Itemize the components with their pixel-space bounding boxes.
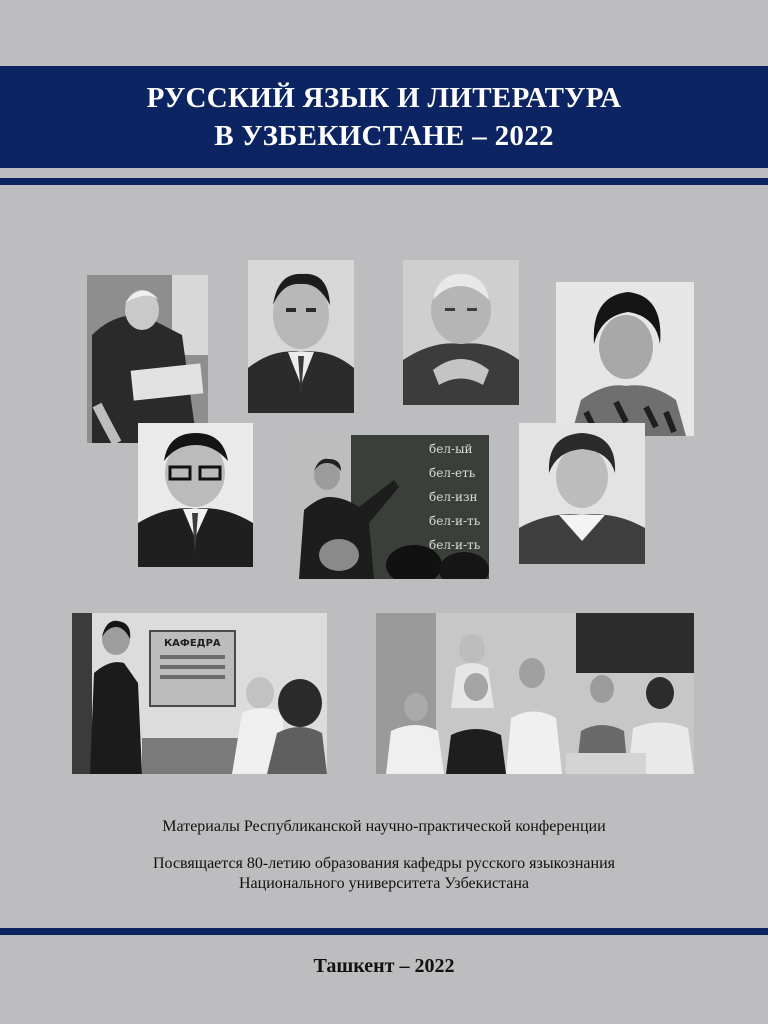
blackboard-word-2: бел-еть xyxy=(429,466,476,480)
top-divider-stripe xyxy=(0,178,768,185)
dedication-line-1: Посвящается 80-летию образования кафедры русского языкознания xyxy=(152,855,615,872)
title-banner xyxy=(0,66,768,168)
conference-subtitle: Материалы Республиканской научно-практической конференции xyxy=(162,818,606,835)
portrait-photo-elderly-man-hands-clasped xyxy=(403,260,519,405)
blackboard-word-3: бел-изн xyxy=(429,490,478,504)
portrait-photo-man-in-suit xyxy=(248,260,354,413)
blackboard-word-1: бел-ый xyxy=(429,442,473,456)
department-sign-text: КАФЕДРА xyxy=(164,638,221,649)
department-photo-office xyxy=(72,613,327,774)
dedication-line-2: Национального университета Узбекистана xyxy=(239,875,529,892)
portrait-photo-man-with-glasses xyxy=(138,423,253,567)
blackboard-word-5: бел-и-ть xyxy=(429,538,481,552)
bottom-divider-stripe xyxy=(0,928,768,935)
portrait-photo-woman-patterned-blouse xyxy=(556,282,694,436)
department-photo-group xyxy=(376,613,694,774)
portrait-photo-woman-dark-jacket xyxy=(519,423,645,564)
portrait-photo-elderly-man-reading xyxy=(87,275,208,443)
imprint-city-year: Ташкент – 2022 xyxy=(313,955,455,977)
blackboard-word-4: бел-и-ть xyxy=(429,514,481,528)
title-line-1: РУССКИЙ ЯЗЫК И ЛИТЕРАТУРА xyxy=(146,82,622,114)
title-line-2: В УЗБЕКИСТАНЕ – 2022 xyxy=(214,120,554,152)
lecture-photo-blackboard xyxy=(289,435,489,579)
